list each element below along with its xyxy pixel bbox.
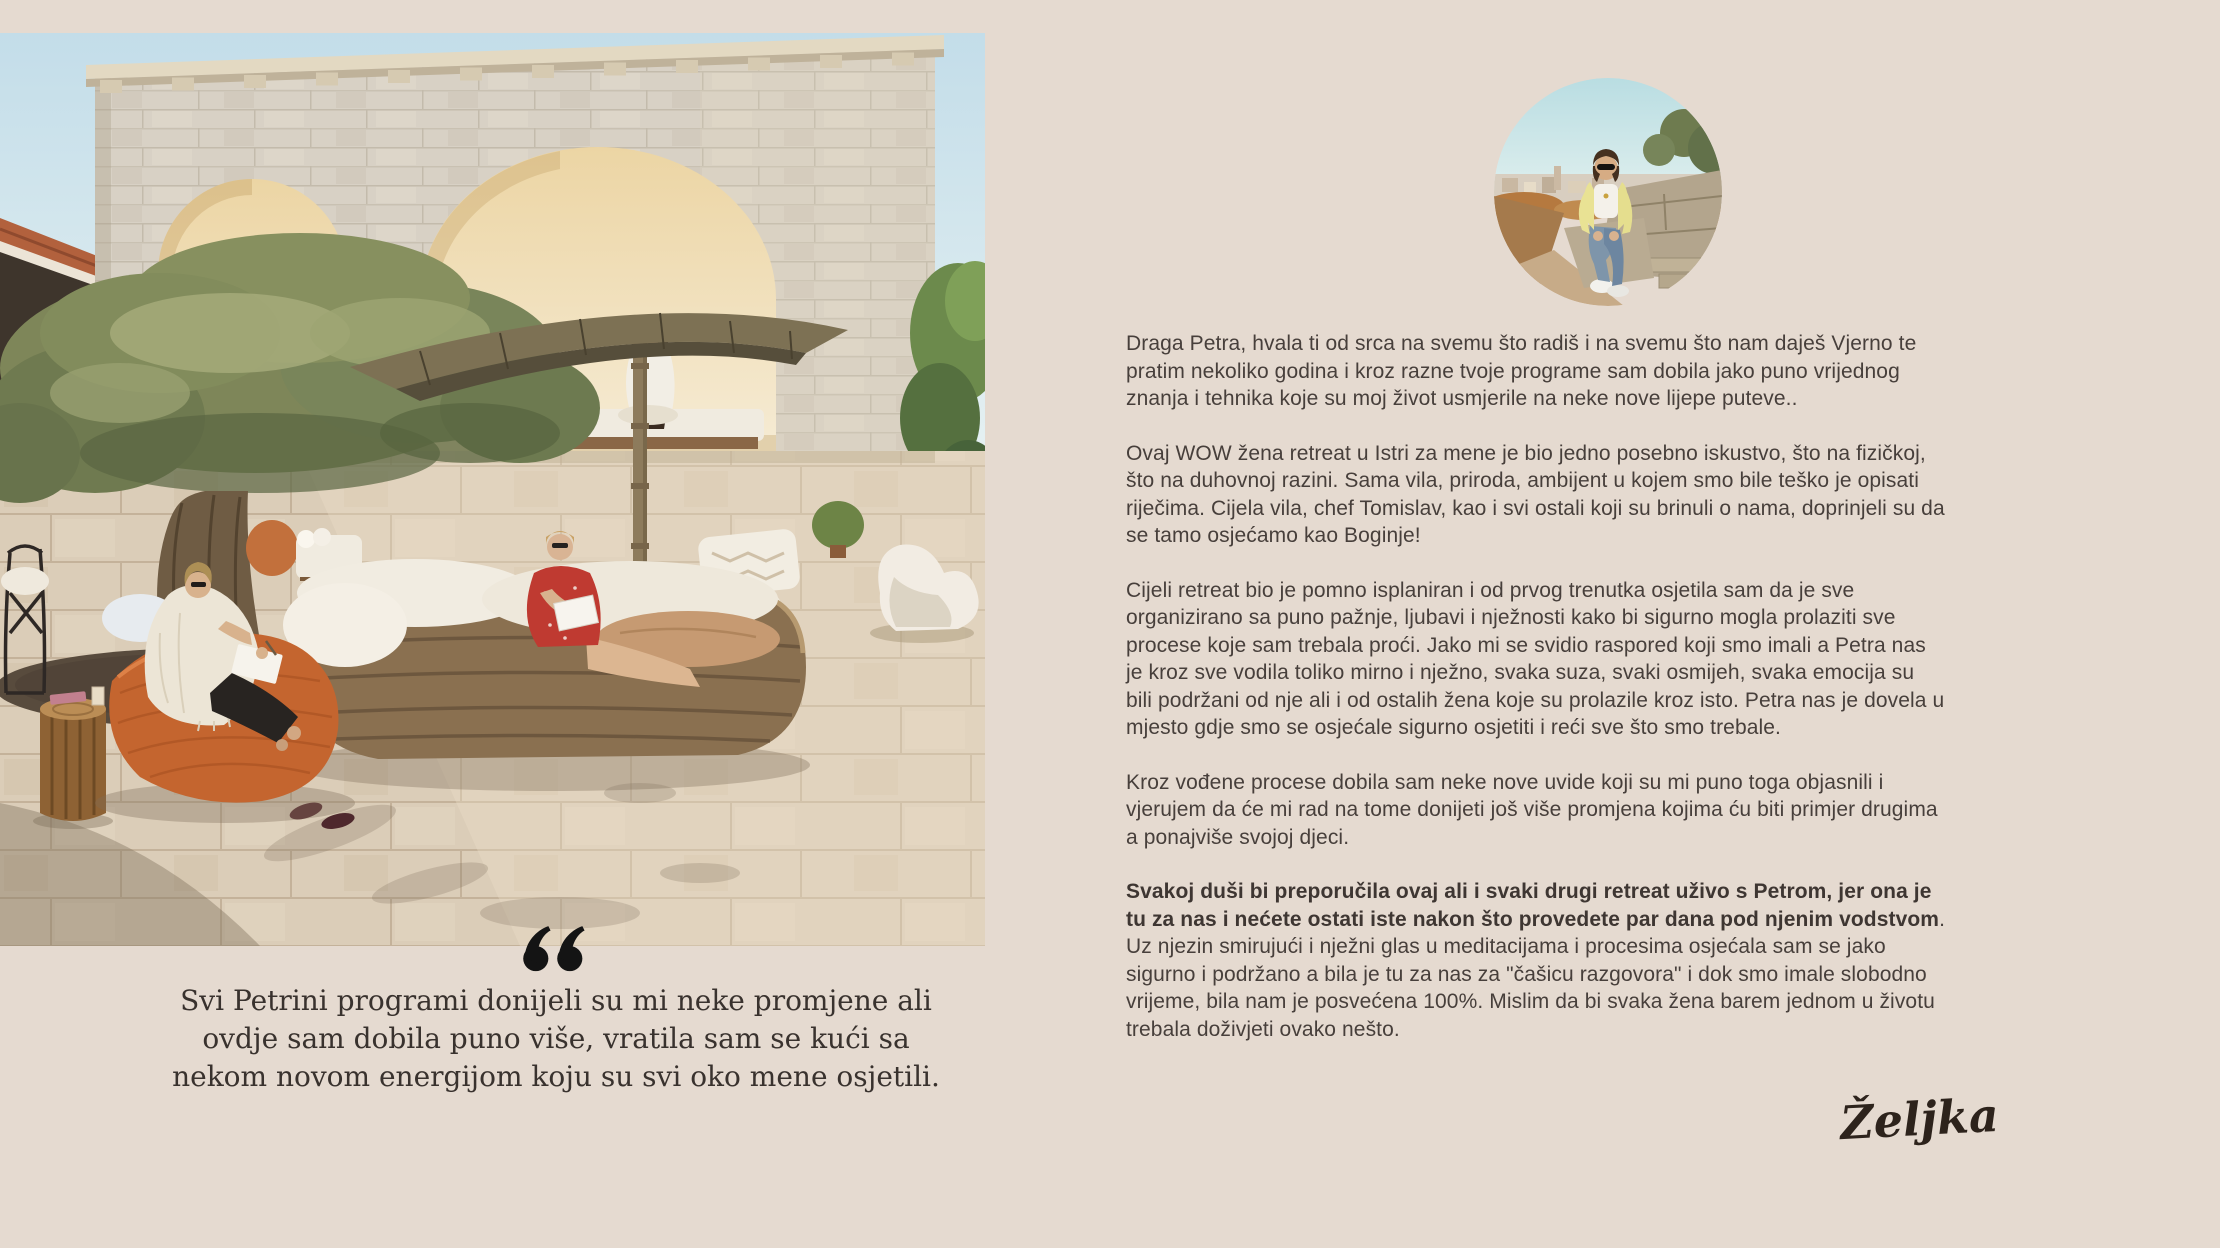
recommendation-rest-text: . Uz njezin smirujući i nježni glas u meditacijama i procesima osjećala sam se jako sigurno i podržano a bila je tu za nas za "čašicu razgovora" i dok smo imale slobodno vrijeme, bila nam je posvećena 100%. Mislim da bi svaka žena barem jednom u životu trebala doživjeti ovako nešto. [1126, 907, 1946, 1041]
signature: Željka [1838, 1087, 2000, 1151]
avatar [1494, 78, 1722, 306]
testimonial-paragraph: Cijeli retreat bio je pomno isplaniran i od prvog trenutka osjetila sam da je sve organizirano sa puno pažnje, ljubavi i nježnosti kako bi sigurno mogla prolaziti sve procese koje sam trebala proći. Jako mi se svidio raspored koji smo imali a Petra nas je kroz sve vodila toliko mirno i nježno, svaka suza, svaki osmijeh, svaka emocija su bili podržani od nje ali i od ostalih žena koje su prolazile kroz isto. Petra nas je dovela u mjesto gdje smo se osjećale sigurno osjetiti i reći sve što smo trebale. [1126, 578, 1945, 739]
recommendation-bold-text: Svakoj duši bi preporučila ovaj ali i svaki drugi retreat uživo s Petrom, jer ona je tu za nas i nećete ostati iste nakon što provedete par dana pod njenim vodstvom [1126, 880, 1940, 931]
villa-patio-photo [0, 33, 985, 946]
testimonial-text [1126, 330, 1946, 1070]
pull-quote: Svi Petrini programi donijeli su mi neke promjene ali ovdje sam dobila puno više, vratila sam se kući sa nekom novom energijom koju su svi oko mene osjetili. [172, 984, 940, 1094]
testimonial-paragraph: Kroz vođene procese dobila sam neke nove uvide koji su mi puno toga objasnili i vjerujem da će mi rad na tome donijeti još više promjena kojima ću biti primjer drugima a ponajviše svojoj djeci. [1126, 770, 1938, 849]
testimonial-paragraph-recommendation [1126, 878, 1946, 1043]
testimonial-paragraph: Ovaj WOW žena retreat u Istri za mene je bio jedno posebno iskustvo, što na fizičkoj, što na duhovnoj razini. Sama vila, priroda, ambijent u kojem smo bile teško je opisati riječima. Cijela vila, chef Tomislav, kao i svi ostali koji su brinuli o nama, doprinjeli su da se tamo osjećamo kao Boginje! [1126, 441, 1945, 547]
quote-icon [521, 916, 589, 982]
testimonial-paragraph: Draga Petra, hvala ti od srca na svemu što radiš i na svemu što nam daješ Vjerno te pratim nekoliko godina i kroz razne tvoje programe sam dobila jako puno vrijednog znanja i tehnika koje su moj život usmjerile na neke nove lijepe puteve.. [1126, 332, 1917, 410]
